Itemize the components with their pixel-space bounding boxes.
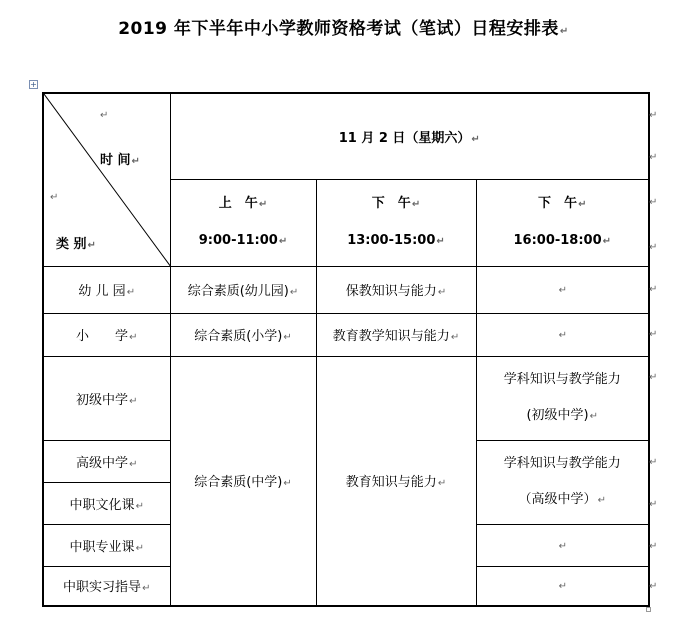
slot-header-afternoon-2: 下 午↵ 16:00-18:00↵ (476, 179, 649, 266)
category-header-label: 类 别↵ (56, 237, 96, 252)
category-vocational-practice: 中职实习指导↵ (43, 566, 170, 606)
slot-period: 下 午 (538, 195, 578, 211)
exam-secondary-slot2: 教育知识与能力↵ (316, 356, 476, 606)
category-kindergarten: 幼 儿 园↵ (43, 266, 170, 313)
slot-header-afternoon-1: 下 午↵ 13:00-15:00↵ (316, 179, 476, 266)
slot-period: 下 午 (371, 195, 411, 211)
time-header-label: 时 间↵ (100, 153, 140, 168)
row-end-marks: ↵ ↵ ↵ ↵ ↵ ↵ ↵ ↵ ↵ ↵ ↵ (649, 110, 658, 592)
slot-period: 上 午 (218, 195, 258, 211)
category-primary: 小 学↵ (43, 313, 170, 356)
exam-kindergarten-slot2: 保教知识与能力↵ (316, 266, 476, 313)
exam-kindergarten-slot1: 综合素质(幼儿园)↵ (170, 266, 316, 313)
slot-time: 16:00-18:00 (513, 232, 602, 248)
category-junior-high: 初级中学↵ (43, 356, 170, 440)
table-move-handle[interactable]: + (30, 80, 37, 89)
exam-secondary-slot1: 综合素质(中学)↵ (170, 356, 316, 606)
slot-time: 13:00-15:00 (347, 232, 436, 248)
category-vocational-major: 中职专业课↵ (43, 524, 170, 566)
header-corner-cell: ↵ 时 间↵ ↵ 类 别↵ (43, 93, 170, 266)
slot-header-morning: 上 午↵ 9:00-11:00↵ (170, 179, 316, 266)
exam-kindergarten-slot3: ↵ (476, 266, 649, 313)
slot-time: 9:00-11:00 (198, 232, 278, 248)
category-vocational-culture: 中职文化课↵ (43, 482, 170, 524)
exam-vocational-practice-slot3: ↵ (476, 566, 649, 606)
category-senior-high: 高级中学↵ (43, 440, 170, 482)
schedule-table (42, 92, 650, 607)
table-resize-handle[interactable] (646, 607, 651, 612)
exam-junior-slot3: 学科知识与教学能力 (初级中学)↵ (476, 356, 649, 440)
page-title: 2019 年下半年中小学教师资格考试（笔试）日程安排表↵ (118, 19, 569, 39)
exam-primary-slot2: 教育教学知识与能力↵ (316, 313, 476, 356)
exam-vocational-major-slot3: ↵ (476, 524, 649, 566)
date-header: 11 月 2 日（星期六）↵ (170, 93, 649, 179)
exam-senior-slot3: 学科知识与教学能力 （高级中学）↵ (476, 440, 649, 524)
exam-primary-slot3: ↵ (476, 313, 649, 356)
exam-primary-slot1: 综合素质(小学)↵ (170, 313, 316, 356)
